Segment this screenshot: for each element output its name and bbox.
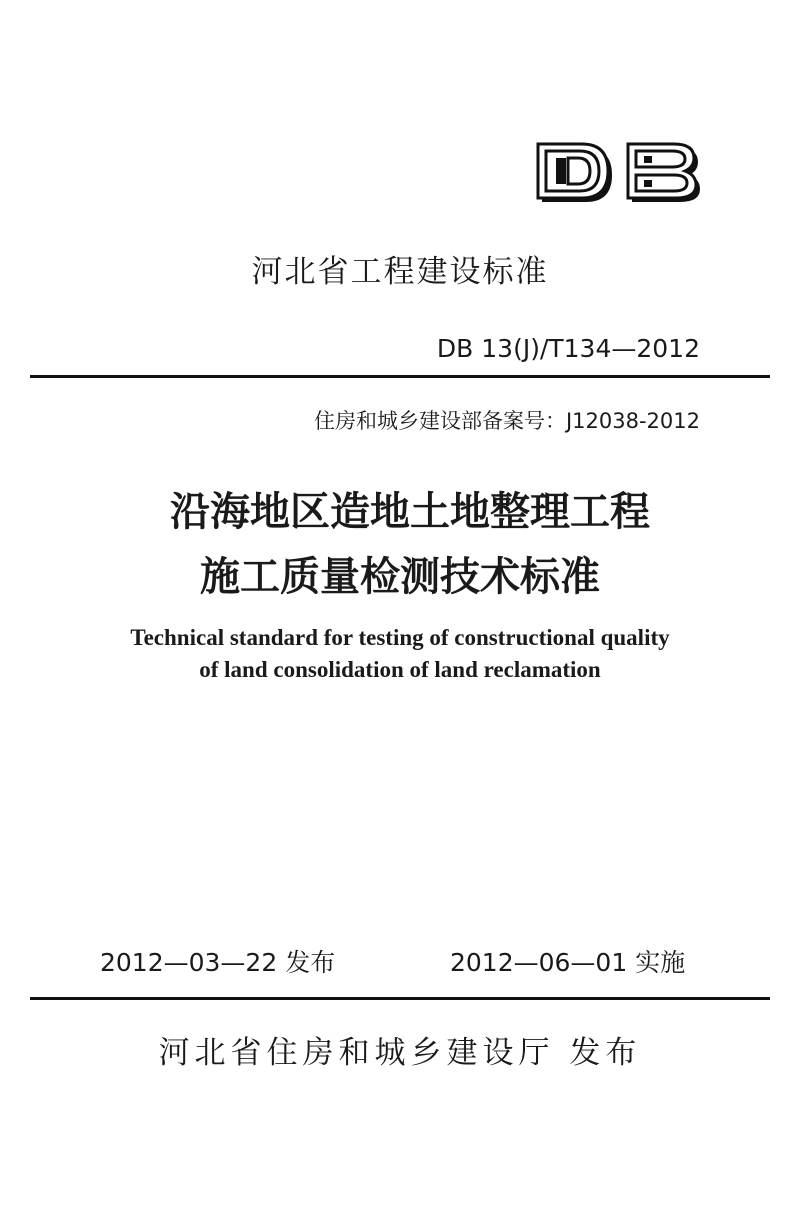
title-en-line1: Technical standard for testing of constructional quality bbox=[130, 625, 670, 650]
top-divider bbox=[30, 375, 770, 378]
db-logo bbox=[536, 142, 702, 204]
record-number: 住房和城乡建设部备案号：J12038-2012 bbox=[313, 409, 700, 433]
title-en-line2: of land consolidation of land reclamation bbox=[199, 657, 601, 682]
publish-date: 2012—03—22 发布 bbox=[100, 948, 336, 977]
standard-category: 河北省工程建设标准 bbox=[251, 254, 549, 290]
implement-date: 2012—06—01 实施 bbox=[450, 948, 686, 977]
title-cn-line2: 施工质量检测技术标准 bbox=[200, 553, 600, 600]
standard-number: DB 13(J)/T134—2012 bbox=[436, 334, 700, 363]
bottom-divider bbox=[30, 997, 770, 1000]
title-cn-line1: 沿海地区造地土地整理工程 bbox=[170, 488, 650, 535]
publisher: 河北省住房和城乡建设厅 发布 bbox=[158, 1035, 642, 1071]
